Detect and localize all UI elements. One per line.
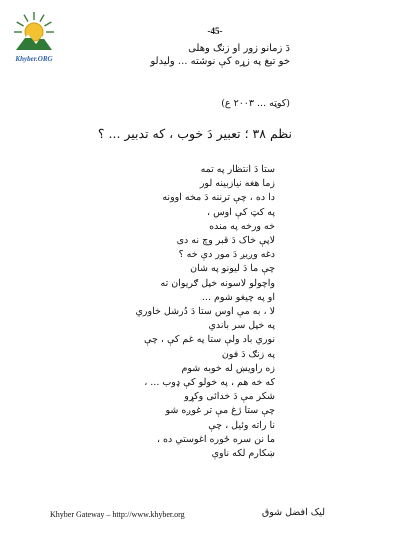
poem-line: که خه هم ، په خولو کې ډوب ... ، bbox=[144, 377, 275, 389]
footer-site-link[interactable]: Khyber Gateway – http://www.khyber.org bbox=[50, 510, 185, 519]
intro-stanza bbox=[90, 42, 290, 68]
poem-line: دغه وږیږ دَ مور دې خه ؟ bbox=[178, 249, 275, 261]
poem-line: زه راویښ له خوبه شوم bbox=[181, 362, 275, 374]
poem-line: په کټ کې اوس ، bbox=[207, 206, 275, 218]
poem-line: خه ورخه په منده bbox=[209, 220, 275, 232]
poem-line: ستا دَ انتظار په تمه bbox=[200, 164, 275, 175]
poem-date: (کوټه ... ۲۰۰۳ ع) bbox=[221, 98, 290, 109]
poem-line: چې ستا ژغ مې تر غوږه شو bbox=[165, 405, 275, 417]
intro-line: خو تیغ په زړه کې نوشته ... ولیدلو bbox=[150, 56, 290, 67]
footer-author: لیک افضل شوق bbox=[261, 507, 325, 518]
poem-line: شکر مې دَ خدائی وکړو bbox=[184, 391, 275, 403]
poem-line: واچولو لاسونه خپل ګریوان ته bbox=[160, 277, 275, 289]
poem-line: په خپل سر باندي bbox=[208, 320, 275, 332]
poem-line: ما نن سره ځوره اغوستي ده ، bbox=[156, 433, 275, 445]
poem-title: نظم ۳۸ ؛ تعبیر دَ خوب ، که تدبیر ... ؟ bbox=[97, 126, 292, 141]
intro-line: دَ زمانو زور او زنګ وهلی bbox=[188, 43, 290, 54]
page-number: -45- bbox=[207, 26, 223, 36]
poem-line: نوري باد ولې ستا په غم کې ، چې bbox=[144, 334, 275, 346]
poem-line: زما هغه نیازبینه لور bbox=[199, 178, 275, 190]
poem-line: لاپې خاک دَ قبر وچ نه دی bbox=[176, 235, 275, 247]
poem-line: لا ، به مې اوس ستا دَ دُرشل خاوري bbox=[135, 306, 275, 318]
poem-line: چې ما دَ لیونو په شان bbox=[190, 263, 275, 275]
poem-line: او په چیغو شوم ... bbox=[201, 291, 275, 303]
poem-line: دا ده ، چې ترننه دَ مخه اوونه bbox=[162, 192, 275, 204]
mountain-sun-icon bbox=[10, 8, 58, 56]
poem-line: نا راته وئیل ، چې bbox=[208, 419, 275, 431]
logo-text: Khyber.ORG bbox=[15, 55, 53, 63]
poem-line: ښکارم لکه ناوې bbox=[211, 448, 275, 460]
poem-line: په زنګ دَ فون bbox=[221, 348, 275, 360]
khyber-logo bbox=[10, 8, 58, 68]
poem-body bbox=[75, 163, 275, 461]
